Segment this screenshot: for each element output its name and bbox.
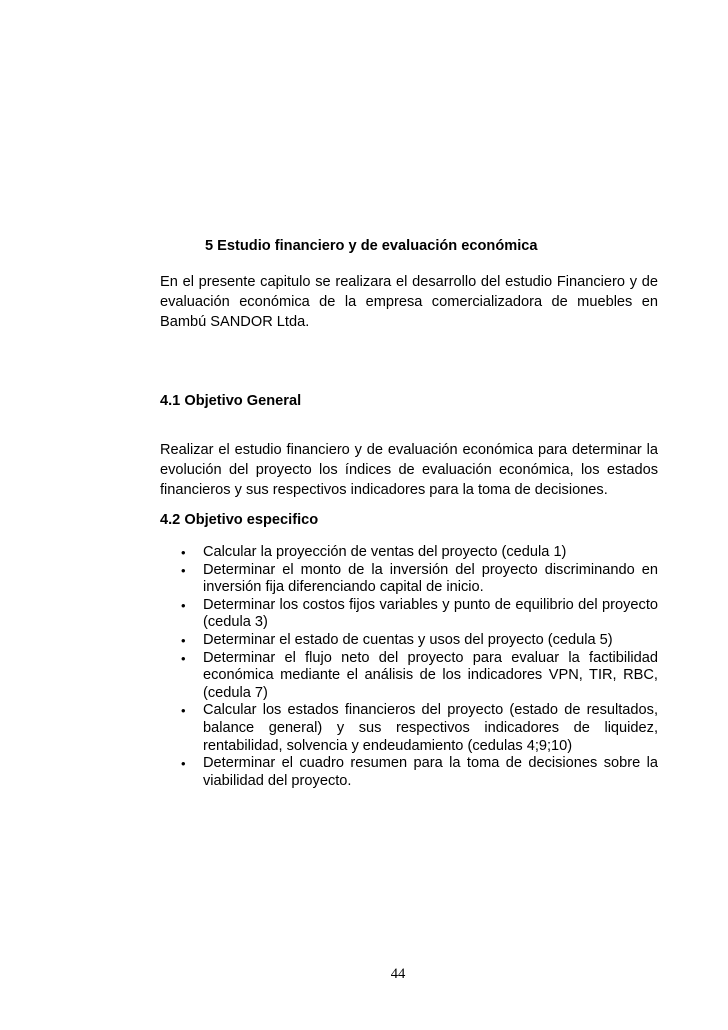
bullet-icon: • bbox=[181, 562, 186, 578]
section-4-2-heading: 4.2 Objetivo especifico bbox=[160, 512, 319, 528]
list-item bbox=[160, 650, 658, 703]
list-item-text: Determinar el monto de la inversión del proyecto discriminando en inversión fija diferenciando capital de inicio. bbox=[203, 561, 658, 596]
list-item bbox=[160, 544, 658, 562]
list-item bbox=[160, 755, 658, 790]
bullet-icon: • bbox=[181, 597, 186, 613]
intro-paragraph: En el presente capitulo se realizara el desarrollo del estudio Financiero y de evaluación económica de la empresa comercializadora de muebles en Bambú SANDOR Ltda. bbox=[160, 274, 658, 330]
list-item-text: Calcular la proyección de ventas del proyecto (cedula 1) bbox=[203, 544, 567, 560]
list-item bbox=[160, 632, 658, 650]
bullet-icon: • bbox=[181, 545, 186, 560]
list-item bbox=[160, 702, 658, 755]
chapter-title: 5 Estudio financiero y de evaluación económica bbox=[205, 238, 538, 254]
list-item bbox=[160, 597, 658, 632]
list-item bbox=[160, 562, 658, 597]
list-item-text: Determinar el estado de cuentas y usos del proyecto (cedula 5) bbox=[203, 631, 613, 648]
list-item-text: Calcular los estados financieros del proyecto (estado de resultados, balance general) y sus respectivos indicadores de liquidez, rentabilidad, solvencia y endeudamiento (cedulas 4;9;10) bbox=[203, 702, 658, 754]
bullet-icon: • bbox=[181, 703, 186, 719]
page-number: 44 bbox=[390, 966, 406, 982]
section-4-1-heading: 4.1 Objetivo General bbox=[160, 393, 302, 409]
bullet-icon: • bbox=[181, 650, 186, 666]
list-item-text: Determinar el cuadro resumen para la toma de decisiones sobre la viabilidad del proyecto. bbox=[203, 755, 658, 789]
section-4-1-paragraph: Realizar el estudio financiero y de evaluación económica para determinar la evolución del proyecto los índices de evaluación económica, los estados financieros y sus respectivos indicadores para la toma de decisiones. bbox=[160, 442, 658, 498]
bullet-icon: • bbox=[181, 632, 186, 648]
list-item-text: Determinar los costos fijos variables y punto de equilibrio del proyecto (cedula 3) bbox=[203, 596, 658, 631]
objectives-list bbox=[160, 544, 658, 790]
bullet-icon: • bbox=[181, 756, 186, 772]
list-item-text: Determinar el flujo neto del proyecto para evaluar la factibilidad económica mediante el análisis de los indicadores VPN, TIR, RBC, (cedula 7) bbox=[203, 649, 658, 701]
